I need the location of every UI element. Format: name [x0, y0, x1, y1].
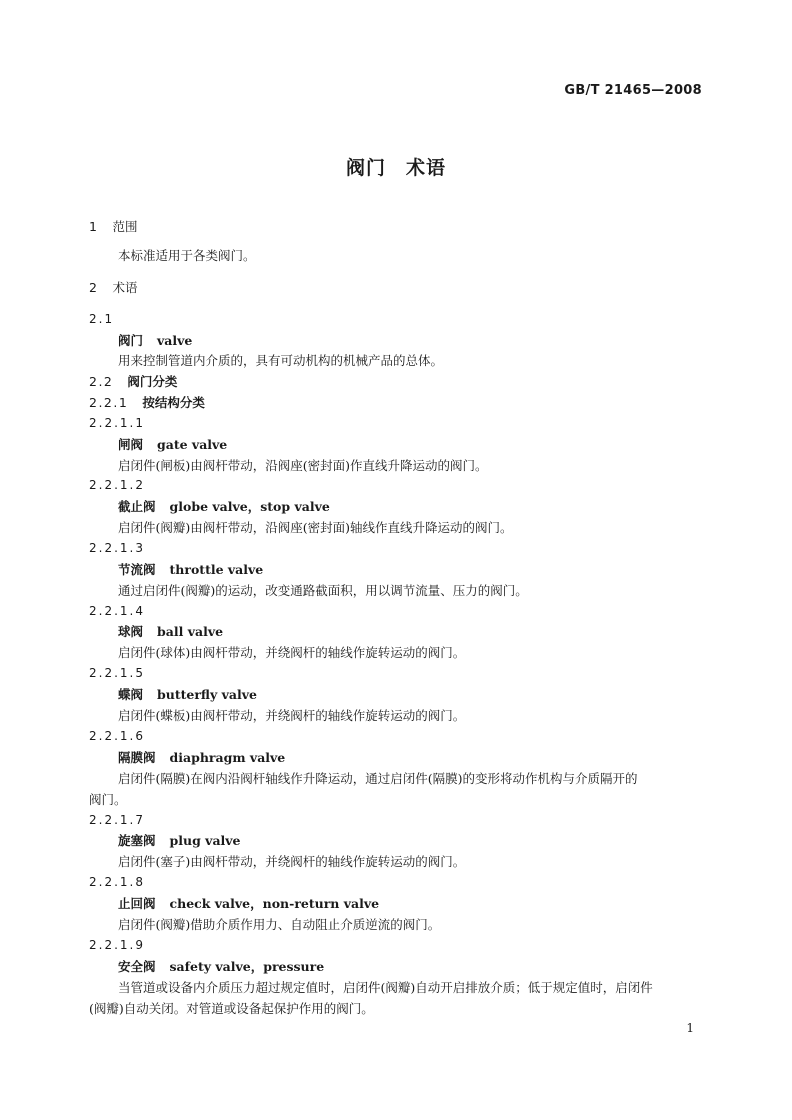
section-number: 2.2	[89, 374, 114, 389]
term-en: gate valve	[157, 437, 228, 452]
term-en: butterfly valve	[157, 687, 257, 702]
scope-text: 本标准适用于各类阀门。	[118, 248, 256, 263]
term-heading	[118, 684, 738, 705]
entry-number: 2.2.1.6	[89, 729, 145, 743]
page-number: 1	[686, 1021, 694, 1035]
entry-number: 2.2.1.4	[89, 604, 145, 618]
term-definition-line1: 启闭件(隔膜)在阀内沿阀杆轴线作升降运动，通过启闭件(隔膜)的变形将动作机构与介质隔开的	[118, 771, 638, 786]
section-number: 1	[89, 219, 99, 234]
term-zh: 闸阀	[118, 437, 144, 452]
section-title: 阀门分类	[127, 374, 178, 389]
term-zh: 旋塞阀	[118, 833, 156, 848]
term-definition: 通过启闭件(阀瓣)的运动，改变通路截面积，用以调节流量、压力的阀门。	[118, 583, 528, 598]
term-definition-line2: 阀门。	[89, 792, 127, 807]
term-zh: 节流阀	[118, 562, 156, 577]
page-title: 阀门 术语	[345, 157, 446, 179]
term-heading	[118, 559, 738, 580]
section-title: 按结构分类	[142, 395, 205, 410]
term-definition: 启闭件(蝶板)由阀杆带动，并绕阀杆的轴线作旋转运动的阀门。	[118, 708, 466, 723]
entry-number: 2.2.1.1	[89, 416, 145, 430]
standard-code: GB/T 21465—2008	[564, 83, 702, 98]
term-en: globe valve，stop valve	[169, 499, 330, 514]
entry-number: 2.2.1.3	[89, 541, 145, 555]
section-title: 范围	[112, 219, 138, 234]
term-en: check valve，non-return valve	[169, 896, 380, 911]
term-heading	[118, 496, 738, 517]
term-heading	[118, 893, 738, 914]
section-heading-terms	[89, 277, 709, 298]
entry-number: 2.2.1.9	[89, 938, 145, 952]
subsection-heading	[89, 392, 709, 413]
term-zh: 蝶阀	[118, 687, 144, 702]
term-en: safety valve，pressure	[169, 959, 325, 974]
term-definition: 启闭件(塞子)由阀杆带动，并绕阀杆的轴线作旋转运动的阀门。	[118, 854, 466, 869]
term-zh: 隔膜阀	[118, 750, 156, 765]
term-en: plug valve	[169, 833, 241, 848]
term-zh: 球阀	[118, 624, 144, 639]
entry-number: 2.2.1.2	[89, 478, 145, 492]
term-zh: 截止阀	[118, 499, 156, 514]
term-en: diaphragm valve	[169, 750, 286, 765]
term-heading	[118, 830, 738, 851]
term-heading	[118, 330, 738, 351]
term-en: ball valve	[157, 624, 224, 639]
section-number: 2.2.1	[89, 395, 129, 410]
entry-number: 2.2.1.5	[89, 666, 145, 680]
term-definition: 启闭件(阀瓣)借助介质作用力、自动阻止介质逆流的阀门。	[118, 917, 441, 932]
term-zh: 安全阀	[118, 959, 156, 974]
term-definition: 启闭件(阀瓣)由阀杆带动，沿阀座(密封面)轴线作直线升降运动的阀门。	[118, 520, 513, 535]
entry-number: 2.2.1.7	[89, 813, 145, 827]
section-heading-scope	[89, 216, 709, 237]
subsection-heading	[89, 371, 709, 392]
term-en: valve	[157, 333, 193, 348]
term-definition-line2: (阀瓣)自动关闭。对管道或设备起保护作用的阀门。	[89, 1001, 374, 1016]
term-definition: 启闭件(球体)由阀杆带动，并绕阀杆的轴线作旋转运动的阀门。	[118, 645, 466, 660]
term-definition: 启闭件(闸板)由阀杆带动，沿阀座(密封面)作直线升降运动的阀门。	[118, 458, 488, 473]
term-definition-line1: 当管道或设备内介质压力超过规定值时，启闭件(阀瓣)自动开启排放介质；低于规定值时，启闭件	[118, 980, 653, 995]
section-number: 2	[89, 280, 99, 295]
section-title: 术语	[112, 280, 138, 295]
term-en: throttle valve	[169, 562, 264, 577]
term-heading	[118, 747, 738, 768]
term-heading	[118, 621, 738, 642]
term-zh: 阀门	[118, 333, 144, 348]
term-zh: 止回阀	[118, 896, 156, 911]
entry-number: 2.2.1.8	[89, 875, 145, 889]
entry-number: 2.1	[89, 312, 115, 326]
term-heading	[118, 956, 738, 977]
term-definition: 用来控制管道内介质的，具有可动机构的机械产品的总体。	[118, 353, 444, 368]
term-heading	[118, 434, 738, 455]
